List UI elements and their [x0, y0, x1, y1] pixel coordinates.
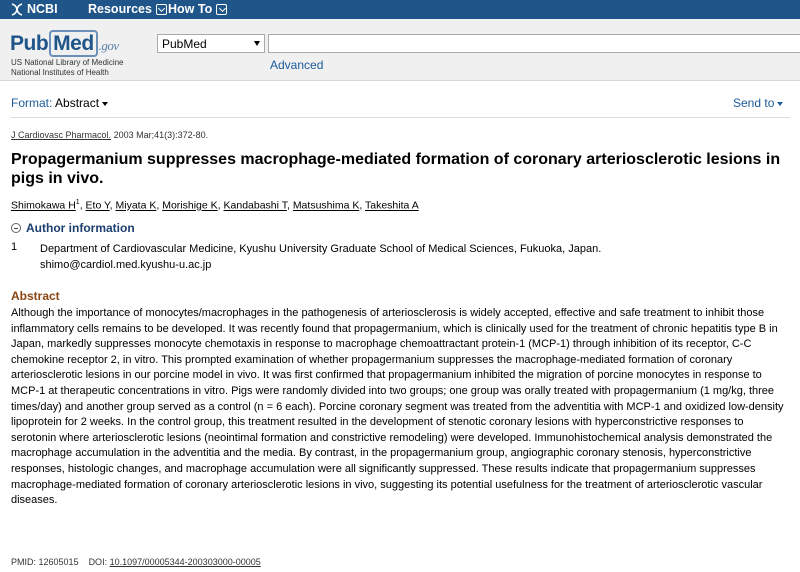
send-to-label: Send to	[733, 96, 775, 110]
article-title: Propagermanium suppresses macrophage-mediated formation of coronary arteriosclerotic lesions in pigs in vivo.	[11, 151, 781, 187]
caret-down-icon	[102, 102, 108, 106]
advanced-search-link[interactable]: Advanced	[270, 58, 324, 72]
caret-down-icon	[777, 102, 783, 106]
author-link[interactable]: Miyata K	[115, 199, 157, 212]
author-link[interactable]: Shimokawa H	[11, 199, 76, 212]
author-link[interactable]: Kandabashi T	[223, 199, 287, 212]
author-link[interactable]: Takeshita A	[365, 199, 419, 212]
citation-line	[11, 130, 208, 140]
howto-menu[interactable]	[168, 2, 227, 16]
divider	[11, 117, 790, 118]
ncbi-logo-text: NCBI	[27, 2, 58, 16]
journal-link[interactable]: J Cardiovasc Pharmacol.	[11, 130, 112, 140]
logo-pub: Pub	[10, 32, 49, 55]
citation-details: 2003 Mar;41(3):372-80.	[113, 130, 209, 140]
author-link[interactable]: Morishige K	[162, 199, 218, 212]
abstract-text: Although the importance of monocytes/macrophages in the pathogenesis of arteriosclerosis is widely accepted, effective and safe treatment to inhibit those inflammatory cells remains to be developed. It was recently found that propagermanium, which is clinically used for the treatment of chronic hepatitis type B in Japan, markedly suppresses monocyte chemotaxis in response to macrophage chemoattractant protein-1 (MCP-1) through inhibition of its receptor, C-C chemokine receptor 2, in vitro. This prompted examination of whether propagermanium suppresses the macrophage-mediated formation of coronary arteriosclerotic lesions in our porcine model in vivo. It was first confirmed that propagermanium inhibited the migration of porcine monocytes in response to MCP-1 at therapeutic concentrations in vitro. Pigs were randomly divided into two groups; one group was orally treated with propagermanium (1 mg/kg, three times/day) and another group served as a control (n = 6 each). Porcine coronary segment was treated from the adventitia with MCP-1 and oxidized low-density lipoprotein for 2 weeks. In the control group, this treatment resulted in the development of stenotic coronary lesions with hyperconstrictive responses to serotonin where arteriosclerotic lesions (neointimal formation and constrictive remodeling) were developed. Immunohistochemical analysis demonstrated the macrophage accumulation in the adventitia and the media. By contrast, in the propagermanium group, angiographic coronary stenosis, hyperconstrictive responses, histologic changes, and macrophage accumulation were all significantly suppressed. These results indicate that propagermanium suppresses macrophage-mediated formation of coronary arteriosclerotic lesions in vivo, suggesting its potential usefulness for the treatment of arteriosclerotic vascular diseases.	[11, 307, 784, 507]
resources-label: Resources	[88, 2, 152, 16]
ncbi-top-bar	[0, 0, 800, 19]
author-information-toggle[interactable]	[11, 221, 135, 235]
format-dropdown[interactable]	[11, 96, 108, 110]
nlm-credit	[11, 58, 124, 78]
ncbi-logo-link[interactable]	[10, 2, 58, 16]
collapse-icon	[11, 223, 21, 233]
abstract-heading: Abstract	[11, 289, 60, 303]
author-information-label: Author information	[26, 221, 135, 235]
logo-gov: .gov	[98, 38, 119, 53]
affiliation-email: shimo@cardiol.med.kyushu-u.ac.jp	[40, 259, 212, 271]
identifiers-line	[11, 557, 261, 567]
send-to-dropdown[interactable]	[733, 96, 783, 110]
affiliation-text: Department of Cardiovascular Medicine, Kyushu University Graduate School of Medical Sciences, Fukuoka, Japan.	[40, 243, 602, 255]
author-list: Shimokawa $H^1$, Eto Y, Miyata K, Morishige K, Kandabashi T, Matsushima K, Takeshita A	[11, 199, 419, 212]
chevron-down-icon	[156, 4, 167, 15]
nlm-line-1: US National Library of Medicine	[11, 58, 124, 67]
logo-med: Med	[49, 30, 98, 57]
pubmed-header	[0, 19, 800, 81]
chevron-down-icon	[216, 4, 227, 15]
pmid: PMID: 12605015	[11, 557, 79, 567]
format-label: Format:	[11, 96, 53, 110]
author-link[interactable]: Eto Y	[85, 199, 110, 212]
pubmed-logo[interactable]	[10, 32, 119, 56]
resources-menu[interactable]	[88, 2, 167, 16]
affiliation	[40, 241, 601, 273]
dna-icon	[10, 3, 24, 16]
howto-label: How To	[168, 2, 213, 16]
doi-link[interactable]: 10.1097/00005344-200303000-00005	[109, 557, 261, 567]
database-selected-value: PubMed	[162, 37, 207, 51]
format-value: Abstract	[55, 96, 100, 110]
nlm-line-2: National Institutes of Health	[11, 68, 109, 77]
database-select[interactable]	[157, 34, 265, 53]
author-link[interactable]: Matsushima K	[292, 199, 360, 212]
search-input[interactable]	[268, 34, 800, 53]
doi-label: DOI:	[88, 557, 108, 567]
dropdown-arrow-icon	[254, 41, 260, 46]
author-affiliation-marker: 1	[75, 199, 80, 206]
affiliation-number: 1	[11, 241, 18, 253]
